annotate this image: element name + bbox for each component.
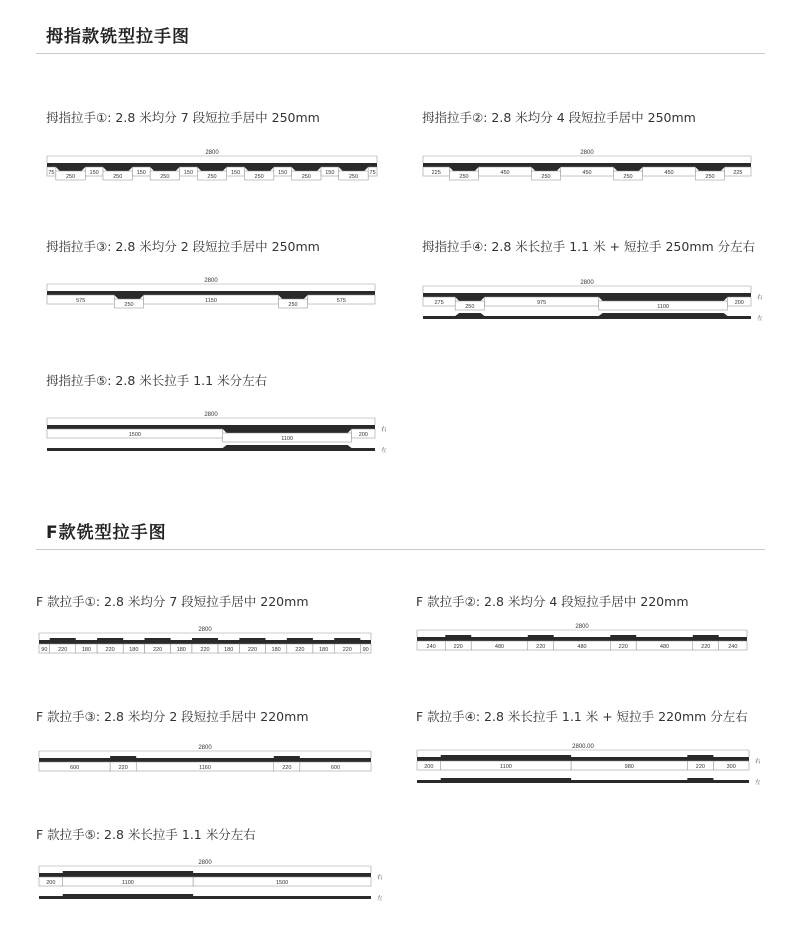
segment-length-label: 220 — [247, 646, 258, 653]
left-handle-groove — [599, 313, 728, 316]
segment-length-label: 150 — [183, 169, 194, 176]
total-length-label: 2800 — [580, 280, 594, 286]
segment-length-label: 150 — [89, 169, 99, 176]
profile-bar — [423, 163, 751, 167]
segment-length-label: 250 — [705, 173, 715, 180]
left-profile-bar — [39, 896, 371, 899]
segment-length-label: 220 — [118, 764, 128, 771]
handle-groove — [56, 167, 85, 171]
segment-length-label: 1500 — [275, 879, 289, 886]
handle-diagram — [422, 148, 752, 188]
handle-groove — [599, 297, 728, 301]
segment-length-label: 220 — [200, 646, 210, 653]
profile-bar — [417, 757, 749, 761]
handle-groove — [50, 638, 76, 640]
handle-groove — [239, 638, 265, 640]
segment-length-label: 250 — [301, 173, 311, 180]
segment-length-label: 1100 — [657, 303, 670, 310]
handle-groove — [197, 167, 226, 171]
total-length-label: 2800 — [198, 627, 212, 633]
handle-groove — [114, 295, 143, 299]
diagram-label: F 款拉手②: 2.8 米均分 4 段短拉手居中 220mm — [416, 594, 689, 609]
segment-length-label: 200 — [424, 763, 434, 770]
segment-length-label: 220 — [152, 646, 163, 653]
total-length-label: 2800 — [205, 150, 219, 156]
segment-length-label: 250 — [459, 173, 469, 180]
total-length-label: 2800 — [204, 412, 218, 418]
handle-groove — [278, 295, 307, 299]
handle-groove — [695, 167, 724, 171]
segment-length-label: 600 — [69, 764, 80, 771]
handle-groove — [145, 638, 171, 640]
left-handle-groove — [63, 894, 193, 896]
section-title-f: F款铣型拉手图 — [46, 523, 167, 543]
segment-length-label: 975 — [537, 299, 547, 306]
profile-bar — [423, 293, 751, 297]
segment-length-label: 220 — [295, 646, 305, 653]
segment-length-label: 250 — [348, 173, 359, 180]
segment-length-label: 1150 — [205, 297, 217, 304]
segment-length-label: 250 — [65, 173, 76, 180]
left-handle-groove — [223, 445, 352, 448]
segment-length-label: 75 — [369, 169, 376, 176]
segment-length-label: 240 — [426, 643, 436, 650]
total-length-label: 2800 — [198, 745, 212, 751]
handle-diagram — [416, 742, 770, 790]
profile-bar — [47, 163, 377, 167]
handle-groove — [449, 167, 478, 171]
segment-length-label: 250 — [254, 173, 264, 180]
left-handle-groove — [441, 778, 571, 780]
segment-length-label: 150 — [278, 169, 288, 176]
segment-length-label: 480 — [494, 643, 505, 650]
diagram-label: 拇指拉手④: 2.8 米长拉手 1.1 米 + 短拉手 250mm 分左右 — [422, 239, 756, 254]
handle-groove — [274, 756, 300, 758]
left-handle-groove — [455, 313, 484, 316]
segment-length-label: 250 — [623, 173, 633, 180]
profile-bar — [47, 425, 375, 429]
handle-groove — [110, 756, 136, 758]
handle-groove — [63, 871, 193, 873]
segment-length-label: 180 — [224, 646, 234, 653]
diagram-label: F 款拉手④: 2.8 米长拉手 1.1 米 + 短拉手 220mm 分左右 — [416, 709, 748, 724]
segment-length-label: 275 — [434, 299, 444, 306]
handle-groove — [150, 167, 179, 171]
left-handle-groove — [687, 778, 713, 780]
total-length-label: 2800 — [580, 150, 594, 156]
segment-length-label: 180 — [176, 646, 186, 653]
segment-length-label: 980 — [624, 763, 634, 770]
handle-groove — [687, 755, 713, 757]
handle-diagram — [46, 276, 376, 316]
segment-length-label: 450 — [664, 169, 674, 176]
segment-length-label: 480 — [659, 643, 670, 650]
segment-length-label: 575 — [336, 297, 346, 304]
segment-length-label: 450 — [582, 169, 592, 176]
segment-length-label: 220 — [695, 763, 705, 770]
segment-length-label: 220 — [105, 646, 115, 653]
segment-length-label: 1500 — [128, 431, 141, 438]
segment-length-label: 200 — [46, 879, 56, 886]
segment-length-label: 250 — [160, 173, 170, 180]
handle-groove — [97, 638, 123, 640]
left-side-tag: 左 — [377, 896, 383, 902]
handle-groove — [693, 635, 719, 637]
handle-diagram — [38, 625, 372, 665]
segment-length-label: 220 — [453, 643, 463, 650]
total-length-label: 2800.00 — [572, 744, 594, 750]
handle-groove — [610, 635, 636, 637]
right-side-tag: 右 — [377, 875, 383, 881]
segment-length-label: 250 — [541, 173, 551, 180]
segment-length-label: 180 — [129, 646, 139, 653]
segment-length-label: 1100 — [122, 879, 134, 886]
handle-diagram — [46, 410, 396, 458]
segment-length-label: 250 — [207, 173, 217, 180]
handle-groove — [103, 167, 132, 171]
diagram-label: F 款拉手③: 2.8 米均分 2 段短拉手居中 220mm — [36, 709, 309, 724]
diagram-label: F 款拉手①: 2.8 米均分 7 段短拉手居中 220mm — [36, 594, 309, 609]
handle-groove — [292, 167, 321, 171]
diagram-label: 拇指拉手②: 2.8 米均分 4 段短拉手居中 250mm — [422, 110, 696, 125]
diagram-label: 拇指拉手⑤: 2.8 米长拉手 1.1 米分左右 — [46, 373, 268, 388]
handle-groove — [339, 167, 368, 171]
diagram-label: F 款拉手⑤: 2.8 米长拉手 1.1 米分左右 — [36, 827, 256, 842]
section-divider — [36, 549, 765, 550]
segment-length-label: 150 — [230, 169, 241, 176]
segment-length-label: 1160 — [199, 764, 211, 771]
left-profile-bar — [423, 316, 751, 319]
segment-length-label: 1100 — [281, 435, 294, 442]
handle-diagram — [38, 858, 392, 906]
segment-length-label: 180 — [318, 646, 329, 653]
handle-diagram — [38, 743, 372, 783]
handle-groove — [287, 638, 313, 640]
profile-bar — [417, 637, 747, 641]
right-side-tag: 右 — [381, 427, 387, 433]
handle-diagram — [416, 622, 748, 662]
segment-length-label: 225 — [431, 169, 441, 176]
handle-groove — [244, 167, 273, 171]
segment-length-label: 200 — [358, 431, 368, 438]
section-divider — [36, 53, 765, 54]
left-side-tag: 左 — [755, 780, 761, 786]
diagram-label: 拇指拉手③: 2.8 米均分 2 段短拉手居中 250mm — [46, 239, 320, 254]
diagram-label: 拇指拉手①: 2.8 米均分 7 段短拉手居中 250mm — [46, 110, 320, 125]
segment-length-label: 250 — [113, 173, 123, 180]
profile-bar — [39, 873, 371, 877]
right-side-tag: 右 — [755, 759, 761, 765]
segment-length-label: 225 — [733, 169, 743, 176]
segment-length-label: 240 — [728, 643, 738, 650]
left-profile-bar — [417, 780, 749, 783]
segment-length-label: 575 — [76, 297, 86, 304]
right-side-tag: 右 — [757, 295, 763, 301]
segment-length-label: 600 — [330, 764, 341, 771]
segment-length-label: 250 — [288, 301, 298, 308]
segment-length-label: 220 — [701, 643, 711, 650]
segment-length-label: 220 — [342, 646, 352, 653]
handle-groove — [445, 635, 471, 637]
segment-length-label: 90 — [41, 646, 48, 653]
segment-length-label: 180 — [81, 646, 92, 653]
handle-groove — [223, 429, 352, 433]
left-profile-bar — [47, 448, 375, 451]
handle-groove — [531, 167, 560, 171]
total-length-label: 2800 — [198, 860, 212, 866]
segment-length-label: 1100 — [500, 763, 512, 770]
segment-length-label: 250 — [124, 301, 134, 308]
segment-length-label: 220 — [618, 643, 628, 650]
handle-diagram — [422, 278, 772, 326]
handle-diagram — [46, 148, 378, 188]
segment-length-label: 220 — [58, 646, 68, 653]
left-side-tag: 左 — [757, 316, 763, 322]
profile-bar — [39, 758, 371, 762]
segment-length-label: 150 — [325, 169, 335, 176]
profile-bar — [39, 640, 371, 644]
handle-groove — [613, 167, 642, 171]
segment-length-label: 220 — [282, 764, 292, 771]
section-title-thumb: 拇指款铣型拉手图 — [46, 27, 190, 47]
segment-length-label: 75 — [48, 169, 55, 176]
segment-length-label: 200 — [734, 299, 744, 306]
segment-length-label: 250 — [465, 303, 475, 310]
profile-bar — [47, 291, 375, 295]
segment-length-label: 90 — [362, 646, 369, 653]
left-side-tag: 左 — [381, 448, 387, 454]
segment-length-label: 180 — [271, 646, 281, 653]
handle-groove — [528, 635, 554, 637]
handle-groove — [192, 638, 218, 640]
segment-length-label: 300 — [726, 763, 736, 770]
total-length-label: 2800 — [575, 624, 589, 630]
handle-groove — [334, 638, 360, 640]
total-length-label: 2800 — [204, 278, 218, 284]
handle-groove — [455, 297, 484, 301]
segment-length-label: 220 — [536, 643, 546, 650]
handle-groove — [441, 755, 571, 757]
segment-length-label: 450 — [500, 169, 510, 176]
segment-length-label: 150 — [136, 169, 146, 176]
segment-length-label: 480 — [577, 643, 587, 650]
